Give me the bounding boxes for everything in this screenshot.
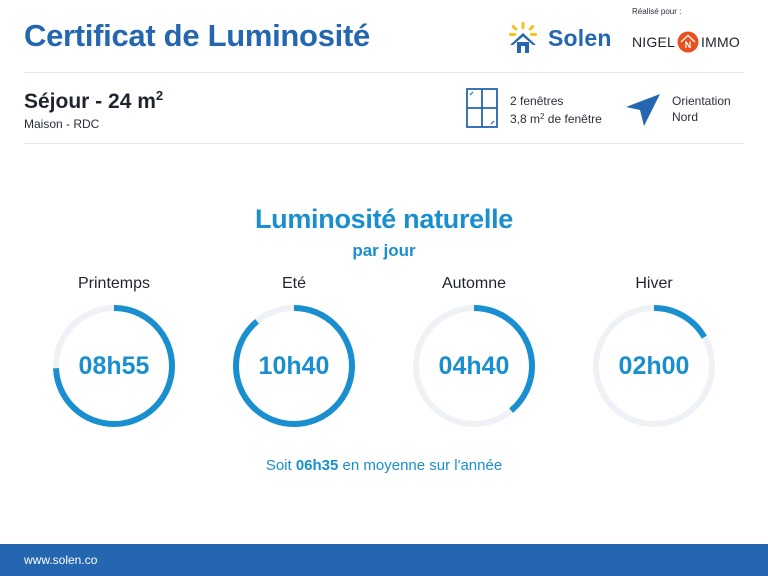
- footer-url[interactable]: www.solen.co: [24, 553, 98, 567]
- made-for-label: Réalisé pour :: [632, 7, 682, 16]
- season-gauge: [48, 300, 180, 432]
- windows-area-sup: 2: [540, 112, 545, 121]
- summary-value: 06h35: [295, 457, 339, 474]
- windows-area-value: 3,8 m: [510, 112, 541, 126]
- solen-logo: [506, 20, 621, 56]
- nigel-immo-logo: [632, 30, 740, 54]
- room-name: Séjour - 24 m: [24, 90, 156, 113]
- nigel-logo-left: NIGEL: [632, 34, 676, 50]
- season-card: [34, 274, 194, 432]
- nigel-badge-letter: N: [684, 40, 692, 50]
- orientation-value: Nord: [672, 110, 699, 124]
- certificate-title: Certificat de Luminosité: [24, 18, 370, 53]
- season-daylight-value: 10h40: [258, 352, 330, 380]
- season-name: Printemps: [77, 275, 151, 292]
- luminosity-title: Luminosité naturelle: [254, 204, 514, 234]
- sun-house-icon: [506, 21, 540, 55]
- windows-area: [510, 109, 602, 127]
- season-daylight-value: 04h40: [438, 352, 510, 380]
- season-name: Hiver: [635, 275, 673, 292]
- room-area-sup: 2: [155, 88, 164, 103]
- nigel-badge-icon: [677, 31, 699, 53]
- room-subtitle: Maison - RDC: [24, 117, 100, 131]
- season-name: Automne: [441, 275, 507, 292]
- season-daylight-value: 02h00: [618, 352, 690, 380]
- header-divider: [24, 72, 744, 73]
- summary-prefix: Soit: [265, 457, 296, 474]
- orientation-info: [672, 93, 731, 125]
- windows-info: [510, 93, 602, 127]
- footer-bar: [0, 544, 768, 576]
- solen-brand-name: Solen: [548, 24, 612, 51]
- windows-area-suffix: de fenêtre: [544, 112, 602, 126]
- season-name: Eté: [281, 275, 306, 292]
- summary-suffix: en moyenne sur l'année: [338, 457, 503, 474]
- yearly-average-summary: [0, 457, 768, 474]
- season-gauge: [588, 300, 720, 432]
- nigel-logo-right: IMMO: [701, 34, 740, 50]
- season-card: [214, 274, 374, 432]
- orientation-arrow-icon: [624, 92, 662, 128]
- season-gauge: [228, 300, 360, 432]
- season-gauge: [408, 300, 540, 432]
- luminosity-subtitle: par jour: [352, 241, 416, 260]
- info-divider: [24, 143, 744, 144]
- windows-count: 2 fenêtres: [510, 94, 564, 108]
- orientation-label: Orientation: [672, 94, 731, 108]
- season-card: [574, 274, 734, 432]
- season-daylight-value: 08h55: [78, 352, 150, 380]
- season-card: [394, 274, 554, 432]
- room-title: [24, 88, 163, 114]
- window-icon: [466, 88, 498, 128]
